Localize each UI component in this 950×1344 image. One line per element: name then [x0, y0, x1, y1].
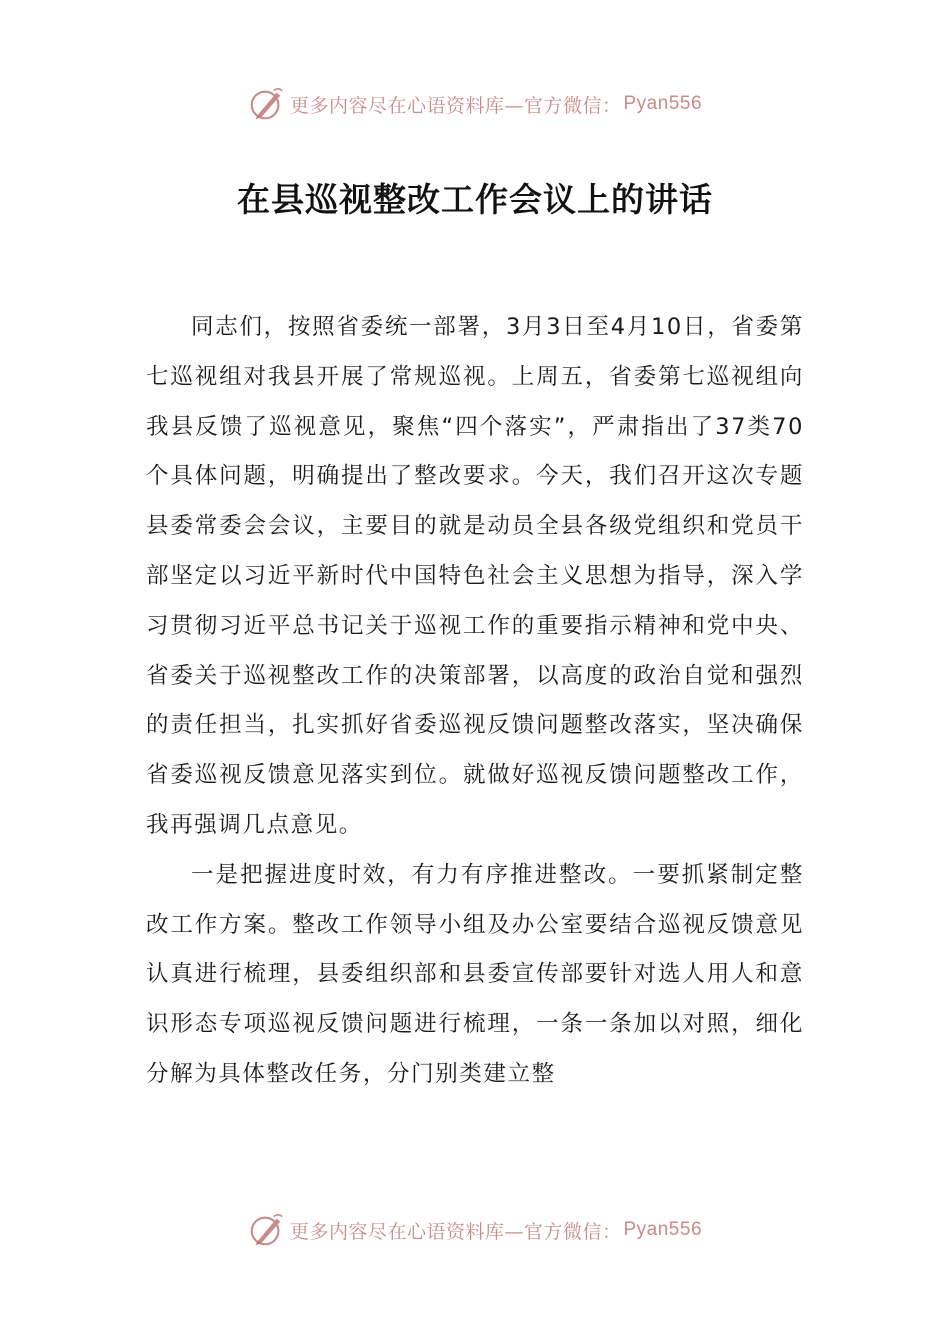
header-watermark [0, 84, 950, 124]
header-watermark-text: 更多内容尽在心语资料库—官方微信： [289, 94, 622, 117]
header-watermark-id: Pyan556 [623, 93, 703, 114]
paragraph: 一是把握进度时效，有力有序推进整改。一要抓紧制定整改工作方案。整改工作领导小组及办公室要结合巡视反馈意见认真进行梳理，县委组织部和县委宣传部要针对选人用人和意识形态专项巡视反馈问题进行梳理，一条一条加以对照，细化分解为具体整改任务，分门别类建立整 [146, 861, 804, 1087]
pen-circle-logo-icon [248, 85, 286, 123]
document-body [146, 303, 804, 1100]
footer-watermark-text: 更多内容尽在心语资料库—官方微信： [289, 1220, 622, 1243]
footer-watermark [0, 1210, 950, 1250]
pen-circle-logo-icon [248, 1211, 286, 1249]
paragraph: 同志们，按照省委统一部署，3月3日至4月10日，省委第七巡视组对我县开展了常规巡视。上周五，省委第七巡视组向我县反馈了巡视意见，聚焦“四个落实”，严肃指出了37类70个具体问题，明确提出了整改要求。今天，我们召开这次专题县委常委会会议，主要目的就是动员全县各级党组织和党员干部坚定以习近平新时代中国特色社会主义思想为指导，深入学习贯彻习近平总书记关于巡视工作的重要指示精神和党中央、省委关于巡视整改工作的决策部署，以高度的政治自觉和强烈的责任担当，扎实抓好省委巡视反馈问题整改落实，坚决确保省委巡视反馈意见落实到位。就做好巡视反馈问题整改工作，我再强调几点意见。 [146, 314, 804, 838]
footer-watermark-id: Pyan556 [623, 1219, 703, 1240]
document-title: 在县巡视整改工作会议上的讲话 [237, 180, 713, 219]
